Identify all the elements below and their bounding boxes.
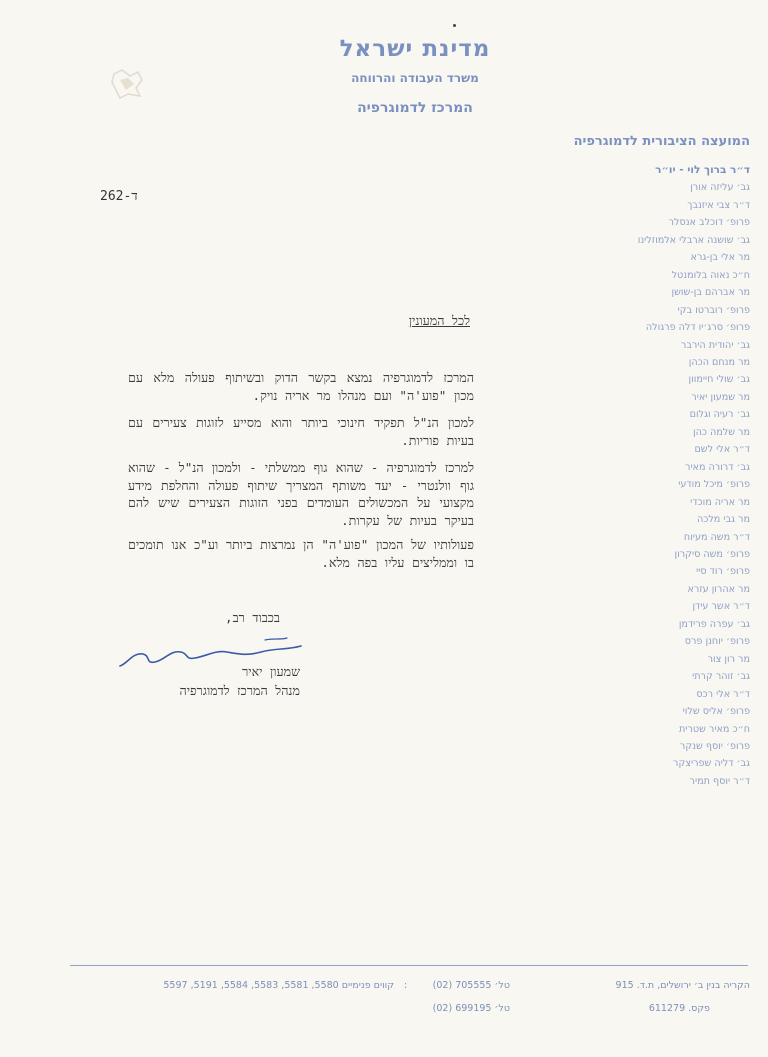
signer-title: מנהל המרכז לדמוגרפיה bbox=[179, 683, 300, 698]
council-member: מר אלי בן-גרא bbox=[690, 252, 750, 264]
council-member: גב׳ זוהר קרתי bbox=[692, 671, 750, 683]
footer-internal-lines: קווים פנימיים 5580, 5581, 5583, 5584, 5191, 5597 bbox=[163, 980, 394, 991]
council-member: גב׳ עליזה אורן bbox=[690, 182, 750, 194]
letterhead-state: מדינת ישראל bbox=[339, 36, 491, 62]
council-member: פרופ׳ יוסף שנקר bbox=[679, 740, 750, 752]
council-member: מר אברהם בן-שושן bbox=[671, 287, 750, 299]
footer-colon: : bbox=[404, 980, 408, 991]
council-member: מר אהרון עזרא bbox=[687, 583, 750, 595]
letter-paragraph: המרכז לדמוגרפיה נמצא בקשר הדוק ובשיתוף פעולה מלא עם מכון "פוע'ה" ועם מנהלו מר אריה נויק. bbox=[128, 370, 474, 403]
council-member: ד״ר משה מעיוח bbox=[683, 531, 750, 543]
faded-stamp bbox=[108, 66, 148, 102]
council-member: ח״כ נאוה בלומנטל bbox=[671, 269, 750, 281]
letterhead-ministry: משרד העבודה והרווחה bbox=[351, 71, 479, 85]
letter-paragraph: למכון הנ"ל תפקיד חינוכי ביותר והוא מסייע לזוגות צעירים עם בעיות פוריות. bbox=[128, 415, 474, 448]
council-members-list bbox=[560, 162, 750, 790]
signer-name: שמעון יאיר bbox=[242, 664, 300, 679]
council-member: ד״ר ברוך לוי - יו״ר bbox=[655, 164, 750, 176]
footer-phone: טל׳ 705555 (02) bbox=[432, 980, 510, 991]
council-member: פרופ׳ משה סיקרון bbox=[674, 548, 750, 560]
council-member: פרופ׳ מיכל מודעי bbox=[678, 479, 750, 491]
salutation: לכל המעונין bbox=[408, 313, 470, 328]
council-member: פרופ׳ דוכלב אנסלר bbox=[668, 217, 750, 229]
council-member: מר שלמה כהן bbox=[692, 426, 750, 438]
council-member: ח״כ מאיר שטרית bbox=[679, 723, 750, 735]
council-member: ד״ר אלי רכס bbox=[696, 688, 750, 700]
council-member: גב׳ יהודית הירבר bbox=[680, 339, 750, 351]
council-member: גב׳ עפרה פרידמן bbox=[678, 618, 750, 630]
council-member: פרופ׳ רוד סיי bbox=[696, 566, 750, 578]
speck bbox=[453, 24, 456, 27]
council-member: פרופ׳ סרג׳יו דלה פרגולה bbox=[645, 322, 750, 334]
letter-paragraph: למרכז לדמוגרפיה - שהוא גוף ממשלתי - ולמכון הנ"ל - שהוא גוף וולנטרי - יעד משותף המצריך שיתוף פעולה והחלפת מידע מקצועי על המכשולים העומדים בפני הזוגות הצעירים שיש להם בעיקר בעיות של עקרות. bbox=[128, 460, 474, 528]
council-member: פרופ׳ אליס שלוי bbox=[682, 706, 750, 718]
council-member: פרופ׳ רוברטו בקי bbox=[677, 304, 750, 316]
closing: בכבוד רב, bbox=[225, 610, 280, 625]
footer-fax: פקס. 611279 bbox=[648, 1003, 710, 1014]
council-member: גב׳ דליה שפריצקר bbox=[673, 758, 750, 770]
council-member: מר גבי מלכה bbox=[697, 514, 750, 526]
council-member: גב׳ שולי חיימוון bbox=[688, 374, 750, 386]
council-member: גב׳ רעיה וגלום bbox=[689, 409, 750, 421]
council-member: מר מנחם הכהן bbox=[688, 356, 750, 368]
letter-paragraph: פעולותיו של המכון "פוע'ה" הן נמרצות ביותר וע"כ אנו תומכים בו וממליצים עליו בפה מלא. bbox=[128, 537, 474, 570]
council-member: מר רון צור bbox=[707, 653, 750, 665]
council-member: ד״ר יוסף תמיר bbox=[689, 775, 750, 787]
footer-divider bbox=[70, 965, 748, 966]
council-member: ד״ר צבי איזנבך bbox=[687, 199, 750, 211]
council-member: מר שמעון יאיר bbox=[691, 391, 750, 403]
letterhead-center: המרכז לדמוגרפיה bbox=[357, 100, 473, 116]
council-member: מר אריה מוכדי bbox=[690, 496, 750, 508]
council-member: ד״ר אלי לשם bbox=[694, 444, 750, 456]
footer-phone-2: טל׳ 699195 (02) bbox=[432, 1003, 510, 1014]
council-member: פרופ׳ יוחנן פרס bbox=[684, 636, 750, 648]
reference-number: 262-ד bbox=[100, 189, 138, 204]
council-member: גב׳ דרורה מאיר bbox=[684, 461, 750, 473]
council-member: גב׳ שושנה ארבלי אלמוזלינו bbox=[637, 234, 750, 246]
footer-address: הקריה בנין ב׳ ירושלים, ת.ד. 915 bbox=[615, 980, 750, 991]
council-member: ד״ר אשר עידן bbox=[692, 601, 750, 613]
council-title: המועצה הציבורית לדמוגרפיה bbox=[573, 134, 750, 149]
